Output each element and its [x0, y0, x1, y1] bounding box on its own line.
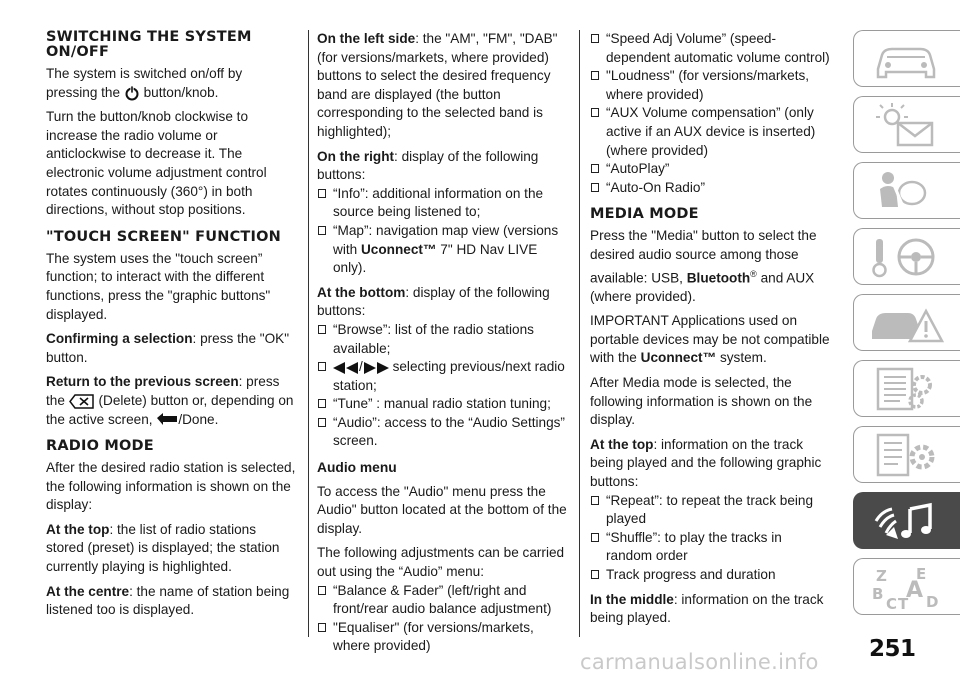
list-item: “Tune” : manual radio station tuning; — [317, 395, 567, 414]
paragraph: On the left side: the "AM", "FM", "DAB" (for versions/markets, where provided) buttons to select the desired frequency band are displayed (the button corresponding to the selected band is highlighted); — [317, 31, 558, 139]
paragraph: IMPORTANT Applications used on portable devices may be not compatible with the Uconnect™ system. — [590, 313, 830, 366]
paragraph: At the top: the list of radio stations stored (preset) is displayed; the station currently playing is highlighted. — [46, 521, 280, 575]
paragraph: Press the "Media" button to select the desired audio source among those available: USB, Bluetooth® and AUX (where provided). — [590, 228, 817, 304]
list-item: Track progress and duration — [590, 566, 830, 585]
heading-media-mode: MEDIA MODE — [590, 206, 699, 223]
index-letter: A — [906, 578, 924, 603]
list-item: “Balance & Fader” (left/right and front/rear audio balance adjustment) — [317, 582, 567, 619]
paragraph: In the middle: information on the track being played. — [590, 591, 824, 626]
car-icon — [868, 37, 948, 82]
list-item: “Audio”: access to the “Audio Settings” screen. — [317, 414, 567, 451]
column-3 — [590, 30, 830, 634]
chapter-tabs — [853, 30, 960, 624]
paragraph: The following adjustments can be carried out using the “Audio” menu: — [317, 545, 565, 580]
delete-icon — [69, 394, 95, 409]
warning-lights-icon — [868, 103, 948, 148]
column-2 — [317, 30, 567, 656]
tab-multimedia[interactable] — [853, 492, 960, 549]
paragraph: At the centre: the name of station being listened too is displayed. — [46, 583, 290, 618]
heading-touch-screen: "TOUCH SCREEN" FUNCTION — [46, 228, 281, 245]
tab-airbag[interactable] — [853, 162, 960, 219]
maintenance-icon — [868, 367, 948, 412]
column-divider — [308, 30, 309, 637]
index-letter: E — [916, 565, 927, 583]
list-item: “Shuffle”: to play the tracks in random order — [590, 529, 830, 566]
back-arrow-icon — [156, 413, 178, 427]
technical-data-icon — [868, 433, 948, 478]
column-1 — [46, 30, 296, 626]
paragraph: Turn the button/knob clockwise to increase the radio volume or anticlockwise to decrease it. The electronic volume adjustment control rotates continuously (360°) in both directions, without stop positions. — [46, 109, 267, 218]
watermark: carmanualsonline.info — [580, 650, 819, 674]
list-item: “Auto-On Radio” — [590, 179, 830, 198]
list-item: “Map”: navigation map view (versions with Uconnect™ 7" HD Nav LIVE only). — [317, 222, 567, 278]
heading-radio-mode: RADIO MODE — [46, 438, 154, 455]
power-icon — [124, 85, 140, 101]
list-item: "Equaliser" (for versions/markets, where provided) — [317, 619, 567, 656]
index-letter: C — [886, 595, 898, 610]
paragraph: Confirming a selection: press the "OK" button. — [46, 331, 290, 365]
airbag-safety-icon — [868, 169, 948, 214]
paragraph: After the desired radio station is selected, the following information is shown on the display: — [46, 460, 296, 513]
index-icon — [868, 565, 948, 610]
index-letter: D — [926, 593, 939, 610]
key-steering-icon — [868, 235, 948, 280]
tab-key-steering[interactable] — [853, 228, 960, 285]
tab-warning-lights[interactable] — [853, 96, 960, 153]
list-item: “Browse”: list of the radio stations available; — [317, 321, 567, 358]
paragraph: Return to the previous screen: press the (Delete) button or, depending on the active screen, /Done. — [46, 374, 294, 427]
heading-switching: SWITCHING THE SYSTEM ON/OFF — [46, 29, 252, 60]
next-track-icon — [363, 362, 389, 374]
tab-breakdown[interactable] — [853, 294, 960, 351]
tab-technical-data[interactable] — [853, 426, 960, 483]
index-letter: T — [898, 595, 909, 610]
page-number: 251 — [869, 636, 916, 662]
paragraph: On the right: display of the following buttons: — [317, 148, 539, 183]
list-item: “Repeat”: to repeat the track being played — [590, 492, 830, 529]
index-letter: Z — [876, 567, 887, 585]
tab-maintenance[interactable] — [853, 360, 960, 417]
previous-track-icon — [333, 362, 359, 374]
list-item: “Speed Adj Volume” (speed-dependent automatic volume control) — [590, 30, 830, 67]
index-letter: B — [872, 585, 884, 603]
paragraph: The system is switched on/off by pressing the button/knob. — [46, 66, 243, 100]
list-item: “Info”: additional information on the source being listened to; — [317, 185, 567, 222]
breakdown-icon — [868, 301, 948, 346]
paragraph: To access the "Audio" menu press the Audio" button located at the bottom of the display. — [317, 483, 567, 536]
multimedia-icon — [868, 499, 948, 544]
tab-index[interactable] — [853, 558, 960, 615]
list-item: “AutoPlay” — [590, 160, 830, 179]
paragraph: The system uses the "touch screen” function; to interact with the different functions, press the "graphic buttons" displayed. — [46, 250, 271, 322]
list-item: “AUX Volume compensation” (only active if an AUX device is inserted) (where provided) — [590, 104, 830, 160]
paragraph: At the bottom: display of the following buttons: — [317, 284, 550, 319]
paragraph: At the top: information on the track being played and the following graphic buttons: — [590, 436, 822, 489]
column-divider — [579, 30, 580, 637]
tab-car[interactable] — [853, 30, 960, 87]
list-item: "Loudness" (for versions/markets, where provided) — [590, 67, 830, 104]
heading-audio-menu: Audio menu — [317, 460, 397, 476]
list-item: / selecting previous/next radio station; — [317, 358, 567, 395]
paragraph: After Media mode is selected, the following information is shown on the display. — [590, 375, 813, 428]
